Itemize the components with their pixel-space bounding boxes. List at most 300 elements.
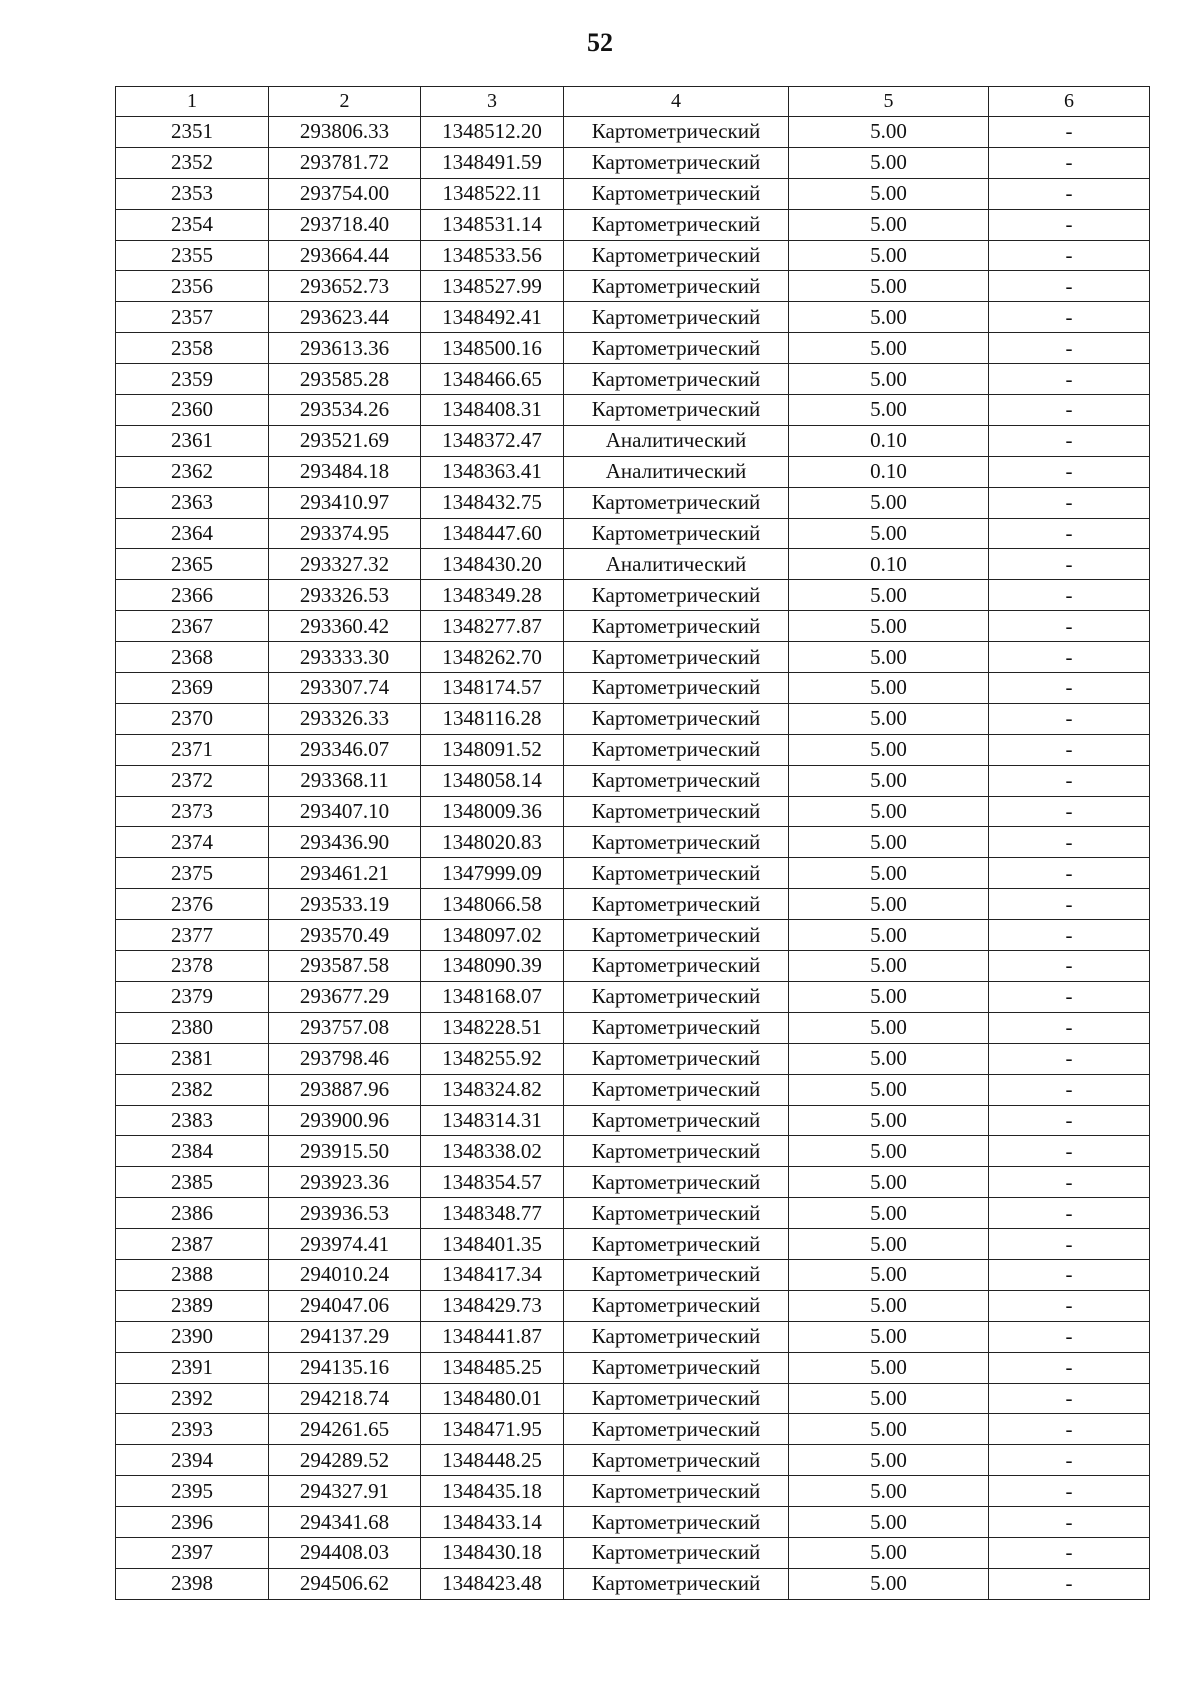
- x-coordinate-cell: 293374.95: [269, 518, 421, 549]
- y-coordinate-cell: 1348485.25: [421, 1352, 564, 1383]
- note-cell: -: [989, 1198, 1150, 1229]
- accuracy-cell: 5.00: [789, 827, 989, 858]
- accuracy-cell: 5.00: [789, 1568, 989, 1599]
- table-row: [116, 1414, 1150, 1445]
- table-row: [116, 1198, 1150, 1229]
- note-cell: -: [989, 1259, 1150, 1290]
- note-cell: -: [989, 951, 1150, 982]
- method-cell: Картометрический: [564, 858, 789, 889]
- y-coordinate-cell: 1348429.73: [421, 1290, 564, 1321]
- point-number-cell: 2387: [116, 1229, 269, 1260]
- method-cell: Картометрический: [564, 302, 789, 333]
- y-coordinate-cell: 1348262.70: [421, 642, 564, 673]
- point-number-cell: 2389: [116, 1290, 269, 1321]
- table-header: [116, 87, 1150, 117]
- note-cell: -: [989, 1136, 1150, 1167]
- accuracy-cell: 5.00: [789, 889, 989, 920]
- accuracy-cell: 5.00: [789, 1476, 989, 1507]
- note-cell: -: [989, 889, 1150, 920]
- accuracy-cell: 5.00: [789, 765, 989, 796]
- x-coordinate-cell: 293307.74: [269, 673, 421, 704]
- note-cell: -: [989, 456, 1150, 487]
- accuracy-cell: 5.00: [789, 1198, 989, 1229]
- accuracy-cell: 5.00: [789, 1136, 989, 1167]
- note-cell: -: [989, 425, 1150, 456]
- y-coordinate-cell: 1348480.01: [421, 1383, 564, 1414]
- note-cell: -: [989, 611, 1150, 642]
- note-cell: -: [989, 580, 1150, 611]
- x-coordinate-cell: 294289.52: [269, 1445, 421, 1476]
- table-row: [116, 1167, 1150, 1198]
- y-coordinate-cell: 1348324.82: [421, 1074, 564, 1105]
- accuracy-cell: 5.00: [789, 673, 989, 704]
- table-row: [116, 1476, 1150, 1507]
- x-coordinate-cell: 293436.90: [269, 827, 421, 858]
- table-row: [116, 1229, 1150, 1260]
- x-coordinate-cell: 293585.28: [269, 364, 421, 395]
- x-coordinate-cell: 293587.58: [269, 951, 421, 982]
- accuracy-cell: 5.00: [789, 1229, 989, 1260]
- y-coordinate-cell: 1348500.16: [421, 333, 564, 364]
- point-number-cell: 2365: [116, 549, 269, 580]
- accuracy-cell: 0.10: [789, 425, 989, 456]
- coordinates-table: [115, 86, 1150, 1600]
- method-cell: Картометрический: [564, 703, 789, 734]
- note-cell: -: [989, 1229, 1150, 1260]
- point-number-cell: 2384: [116, 1136, 269, 1167]
- point-number-cell: 2367: [116, 611, 269, 642]
- column-header-1: 1: [116, 87, 269, 117]
- method-cell: Картометрический: [564, 1414, 789, 1445]
- point-number-cell: 2395: [116, 1476, 269, 1507]
- point-number-cell: 2390: [116, 1321, 269, 1352]
- table-row: [116, 209, 1150, 240]
- table-row: [116, 1043, 1150, 1074]
- point-number-cell: 2355: [116, 240, 269, 271]
- method-cell: Картометрический: [564, 147, 789, 178]
- point-number-cell: 2366: [116, 580, 269, 611]
- y-coordinate-cell: 1348314.31: [421, 1105, 564, 1136]
- point-number-cell: 2386: [116, 1198, 269, 1229]
- accuracy-cell: 5.00: [789, 1445, 989, 1476]
- method-cell: Картометрический: [564, 1167, 789, 1198]
- table-row: [116, 1259, 1150, 1290]
- x-coordinate-cell: 293326.33: [269, 703, 421, 734]
- table-row: [116, 1568, 1150, 1599]
- accuracy-cell: 5.00: [789, 1383, 989, 1414]
- accuracy-cell: 5.00: [789, 271, 989, 302]
- point-number-cell: 2371: [116, 734, 269, 765]
- table-row: [116, 1445, 1150, 1476]
- point-number-cell: 2396: [116, 1507, 269, 1538]
- page-number: 52: [587, 28, 613, 57]
- point-number-cell: 2351: [116, 117, 269, 148]
- point-number-cell: 2377: [116, 920, 269, 951]
- y-coordinate-cell: 1348533.56: [421, 240, 564, 271]
- method-cell: Картометрический: [564, 1198, 789, 1229]
- method-cell: Картометрический: [564, 395, 789, 426]
- x-coordinate-cell: 293613.36: [269, 333, 421, 364]
- y-coordinate-cell: 1348432.75: [421, 487, 564, 518]
- method-cell: Картометрический: [564, 920, 789, 951]
- point-number-cell: 2380: [116, 1012, 269, 1043]
- table-row: [116, 395, 1150, 426]
- point-number-cell: 2381: [116, 1043, 269, 1074]
- note-cell: -: [989, 796, 1150, 827]
- x-coordinate-cell: 293887.96: [269, 1074, 421, 1105]
- method-cell: Картометрический: [564, 364, 789, 395]
- y-coordinate-cell: 1348531.14: [421, 209, 564, 240]
- y-coordinate-cell: 1348009.36: [421, 796, 564, 827]
- x-coordinate-cell: 294047.06: [269, 1290, 421, 1321]
- table-row: [116, 333, 1150, 364]
- table-row: [116, 425, 1150, 456]
- accuracy-cell: 5.00: [789, 920, 989, 951]
- point-number-cell: 2378: [116, 951, 269, 982]
- table-row: [116, 796, 1150, 827]
- point-number-cell: 2358: [116, 333, 269, 364]
- note-cell: -: [989, 1321, 1150, 1352]
- point-number-cell: 2376: [116, 889, 269, 920]
- method-cell: Картометрический: [564, 209, 789, 240]
- method-cell: Картометрический: [564, 1290, 789, 1321]
- y-coordinate-cell: 1348466.65: [421, 364, 564, 395]
- point-number-cell: 2375: [116, 858, 269, 889]
- method-cell: Картометрический: [564, 271, 789, 302]
- accuracy-cell: 5.00: [789, 147, 989, 178]
- method-cell: Картометрический: [564, 117, 789, 148]
- table-row: [116, 673, 1150, 704]
- note-cell: -: [989, 981, 1150, 1012]
- note-cell: -: [989, 827, 1150, 858]
- accuracy-cell: 5.00: [789, 1352, 989, 1383]
- table-row: [116, 518, 1150, 549]
- y-coordinate-cell: 1348430.20: [421, 549, 564, 580]
- accuracy-cell: 5.00: [789, 1105, 989, 1136]
- x-coordinate-cell: 293461.21: [269, 858, 421, 889]
- table-row: [116, 642, 1150, 673]
- note-cell: -: [989, 333, 1150, 364]
- x-coordinate-cell: 293652.73: [269, 271, 421, 302]
- accuracy-cell: 5.00: [789, 734, 989, 765]
- x-coordinate-cell: 293900.96: [269, 1105, 421, 1136]
- x-coordinate-cell: 293936.53: [269, 1198, 421, 1229]
- x-coordinate-cell: 293327.32: [269, 549, 421, 580]
- method-cell: Аналитический: [564, 549, 789, 580]
- point-number-cell: 2373: [116, 796, 269, 827]
- table-row: [116, 1290, 1150, 1321]
- accuracy-cell: 5.00: [789, 703, 989, 734]
- method-cell: Картометрический: [564, 240, 789, 271]
- x-coordinate-cell: 293664.44: [269, 240, 421, 271]
- y-coordinate-cell: 1348020.83: [421, 827, 564, 858]
- x-coordinate-cell: 294327.91: [269, 1476, 421, 1507]
- method-cell: Картометрический: [564, 1537, 789, 1568]
- method-cell: Картометрический: [564, 673, 789, 704]
- point-number-cell: 2361: [116, 425, 269, 456]
- method-cell: Картометрический: [564, 333, 789, 364]
- y-coordinate-cell: 1348097.02: [421, 920, 564, 951]
- table-row: [116, 1012, 1150, 1043]
- note-cell: -: [989, 642, 1150, 673]
- y-coordinate-cell: 1348058.14: [421, 765, 564, 796]
- table-row: [116, 1321, 1150, 1352]
- x-coordinate-cell: 294408.03: [269, 1537, 421, 1568]
- point-number-cell: 2364: [116, 518, 269, 549]
- accuracy-cell: 5.00: [789, 642, 989, 673]
- method-cell: Картометрический: [564, 889, 789, 920]
- table-row: [116, 981, 1150, 1012]
- method-cell: Картометрический: [564, 1074, 789, 1105]
- x-coordinate-cell: 293360.42: [269, 611, 421, 642]
- x-coordinate-cell: 293623.44: [269, 302, 421, 333]
- y-coordinate-cell: 1348091.52: [421, 734, 564, 765]
- note-cell: -: [989, 240, 1150, 271]
- method-cell: Картометрический: [564, 1383, 789, 1414]
- y-coordinate-cell: 1348348.77: [421, 1198, 564, 1229]
- table-row: [116, 858, 1150, 889]
- accuracy-cell: 5.00: [789, 333, 989, 364]
- accuracy-cell: 5.00: [789, 580, 989, 611]
- point-number-cell: 2362: [116, 456, 269, 487]
- table-row: [116, 117, 1150, 148]
- note-cell: -: [989, 302, 1150, 333]
- table-row: [116, 487, 1150, 518]
- method-cell: Картометрический: [564, 611, 789, 642]
- y-coordinate-cell: 1348492.41: [421, 302, 564, 333]
- note-cell: -: [989, 1105, 1150, 1136]
- method-cell: Картометрический: [564, 765, 789, 796]
- table-row: [116, 889, 1150, 920]
- x-coordinate-cell: 293754.00: [269, 178, 421, 209]
- method-cell: Картометрический: [564, 1229, 789, 1260]
- method-cell: Картометрический: [564, 178, 789, 209]
- accuracy-cell: 5.00: [789, 796, 989, 827]
- x-coordinate-cell: 293333.30: [269, 642, 421, 673]
- note-cell: -: [989, 703, 1150, 734]
- accuracy-cell: 5.00: [789, 1167, 989, 1198]
- accuracy-cell: 5.00: [789, 364, 989, 395]
- method-cell: Картометрический: [564, 1136, 789, 1167]
- note-cell: -: [989, 178, 1150, 209]
- y-coordinate-cell: 1348512.20: [421, 117, 564, 148]
- accuracy-cell: 5.00: [789, 1043, 989, 1074]
- x-coordinate-cell: 293923.36: [269, 1167, 421, 1198]
- accuracy-cell: 5.00: [789, 981, 989, 1012]
- method-cell: Картометрический: [564, 951, 789, 982]
- note-cell: -: [989, 920, 1150, 951]
- method-cell: Картометрический: [564, 487, 789, 518]
- x-coordinate-cell: 293410.97: [269, 487, 421, 518]
- point-number-cell: 2397: [116, 1537, 269, 1568]
- accuracy-cell: 5.00: [789, 611, 989, 642]
- table-row: [116, 611, 1150, 642]
- note-cell: -: [989, 147, 1150, 178]
- accuracy-cell: 5.00: [789, 858, 989, 889]
- note-cell: -: [989, 1537, 1150, 1568]
- y-coordinate-cell: 1348363.41: [421, 456, 564, 487]
- x-coordinate-cell: 293757.08: [269, 1012, 421, 1043]
- point-number-cell: 2363: [116, 487, 269, 518]
- accuracy-cell: 5.00: [789, 1290, 989, 1321]
- table-row: [116, 1105, 1150, 1136]
- accuracy-cell: 5.00: [789, 240, 989, 271]
- table-row: [116, 1136, 1150, 1167]
- y-coordinate-cell: 1348116.28: [421, 703, 564, 734]
- x-coordinate-cell: 293974.41: [269, 1229, 421, 1260]
- accuracy-cell: 5.00: [789, 178, 989, 209]
- x-coordinate-cell: 293718.40: [269, 209, 421, 240]
- note-cell: -: [989, 1074, 1150, 1105]
- accuracy-cell: 5.00: [789, 1074, 989, 1105]
- point-number-cell: 2370: [116, 703, 269, 734]
- table-row: [116, 580, 1150, 611]
- y-coordinate-cell: 1348168.07: [421, 981, 564, 1012]
- x-coordinate-cell: 293484.18: [269, 456, 421, 487]
- y-coordinate-cell: 1348441.87: [421, 1321, 564, 1352]
- y-coordinate-cell: 1348338.02: [421, 1136, 564, 1167]
- method-cell: Картометрический: [564, 518, 789, 549]
- point-number-cell: 2368: [116, 642, 269, 673]
- y-coordinate-cell: 1348433.14: [421, 1507, 564, 1538]
- x-coordinate-cell: 293407.10: [269, 796, 421, 827]
- table-row: [116, 456, 1150, 487]
- note-cell: -: [989, 364, 1150, 395]
- note-cell: -: [989, 1507, 1150, 1538]
- note-cell: -: [989, 271, 1150, 302]
- method-cell: Картометрический: [564, 1568, 789, 1599]
- note-cell: -: [989, 1383, 1150, 1414]
- point-number-cell: 2394: [116, 1445, 269, 1476]
- x-coordinate-cell: 294261.65: [269, 1414, 421, 1445]
- x-coordinate-cell: 293534.26: [269, 395, 421, 426]
- x-coordinate-cell: 294341.68: [269, 1507, 421, 1538]
- table-row: [116, 549, 1150, 580]
- point-number-cell: 2369: [116, 673, 269, 704]
- x-coordinate-cell: 294506.62: [269, 1568, 421, 1599]
- method-cell: Картометрический: [564, 796, 789, 827]
- x-coordinate-cell: 293781.72: [269, 147, 421, 178]
- x-coordinate-cell: 293326.53: [269, 580, 421, 611]
- column-header-2: 2: [269, 87, 421, 117]
- note-cell: -: [989, 487, 1150, 518]
- y-coordinate-cell: 1348090.39: [421, 951, 564, 982]
- y-coordinate-cell: 1348401.35: [421, 1229, 564, 1260]
- method-cell: Картометрический: [564, 1105, 789, 1136]
- method-cell: Картометрический: [564, 1321, 789, 1352]
- note-cell: -: [989, 209, 1150, 240]
- y-coordinate-cell: 1348471.95: [421, 1414, 564, 1445]
- y-coordinate-cell: 1348408.31: [421, 395, 564, 426]
- table-row: [116, 271, 1150, 302]
- x-coordinate-cell: 294218.74: [269, 1383, 421, 1414]
- accuracy-cell: 5.00: [789, 1012, 989, 1043]
- x-coordinate-cell: 294135.16: [269, 1352, 421, 1383]
- x-coordinate-cell: 294137.29: [269, 1321, 421, 1352]
- accuracy-cell: 5.00: [789, 395, 989, 426]
- y-coordinate-cell: 1348447.60: [421, 518, 564, 549]
- column-header-5: 5: [789, 87, 989, 117]
- y-coordinate-cell: 1348423.48: [421, 1568, 564, 1599]
- point-number-cell: 2391: [116, 1352, 269, 1383]
- point-number-cell: 2392: [116, 1383, 269, 1414]
- note-cell: -: [989, 117, 1150, 148]
- accuracy-cell: 5.00: [789, 1537, 989, 1568]
- accuracy-cell: 0.10: [789, 456, 989, 487]
- note-cell: -: [989, 1568, 1150, 1599]
- point-number-cell: 2379: [116, 981, 269, 1012]
- y-coordinate-cell: 1348491.59: [421, 147, 564, 178]
- method-cell: Картометрический: [564, 1352, 789, 1383]
- x-coordinate-cell: 293521.69: [269, 425, 421, 456]
- accuracy-cell: 5.00: [789, 209, 989, 240]
- y-coordinate-cell: 1348430.18: [421, 1537, 564, 1568]
- x-coordinate-cell: 293677.29: [269, 981, 421, 1012]
- x-coordinate-cell: 293798.46: [269, 1043, 421, 1074]
- point-number-cell: 2356: [116, 271, 269, 302]
- note-cell: -: [989, 1012, 1150, 1043]
- method-cell: Картометрический: [564, 1043, 789, 1074]
- table-row: [116, 765, 1150, 796]
- x-coordinate-cell: 293806.33: [269, 117, 421, 148]
- table-row: [116, 178, 1150, 209]
- accuracy-cell: 5.00: [789, 117, 989, 148]
- method-cell: Аналитический: [564, 456, 789, 487]
- note-cell: -: [989, 395, 1150, 426]
- note-cell: -: [989, 673, 1150, 704]
- method-cell: Картометрический: [564, 1507, 789, 1538]
- note-cell: -: [989, 1043, 1150, 1074]
- point-number-cell: 2354: [116, 209, 269, 240]
- y-coordinate-cell: 1348174.57: [421, 673, 564, 704]
- y-coordinate-cell: 1348527.99: [421, 271, 564, 302]
- point-number-cell: 2383: [116, 1105, 269, 1136]
- column-header-6: 6: [989, 87, 1150, 117]
- y-coordinate-cell: 1348435.18: [421, 1476, 564, 1507]
- method-cell: Картометрический: [564, 981, 789, 1012]
- x-coordinate-cell: 293915.50: [269, 1136, 421, 1167]
- y-coordinate-cell: 1348354.57: [421, 1167, 564, 1198]
- note-cell: -: [989, 765, 1150, 796]
- note-cell: -: [989, 1352, 1150, 1383]
- method-cell: Картометрический: [564, 827, 789, 858]
- table-row: [116, 703, 1150, 734]
- y-coordinate-cell: 1348522.11: [421, 178, 564, 209]
- note-cell: -: [989, 549, 1150, 580]
- table-row: [116, 302, 1150, 333]
- y-coordinate-cell: 1348228.51: [421, 1012, 564, 1043]
- accuracy-cell: 5.00: [789, 951, 989, 982]
- column-header-4: 4: [564, 87, 789, 117]
- point-number-cell: 2388: [116, 1259, 269, 1290]
- note-cell: -: [989, 858, 1150, 889]
- table-row: [116, 1074, 1150, 1105]
- point-number-cell: 2393: [116, 1414, 269, 1445]
- point-number-cell: 2374: [116, 827, 269, 858]
- point-number-cell: 2382: [116, 1074, 269, 1105]
- point-number-cell: 2352: [116, 147, 269, 178]
- note-cell: -: [989, 1445, 1150, 1476]
- table-row: [116, 1352, 1150, 1383]
- table-row: [116, 1383, 1150, 1414]
- note-cell: -: [989, 1476, 1150, 1507]
- accuracy-cell: 5.00: [789, 302, 989, 333]
- point-number-cell: 2353: [116, 178, 269, 209]
- method-cell: Аналитический: [564, 425, 789, 456]
- y-coordinate-cell: 1348255.92: [421, 1043, 564, 1074]
- accuracy-cell: 5.00: [789, 487, 989, 518]
- method-cell: Картометрический: [564, 1012, 789, 1043]
